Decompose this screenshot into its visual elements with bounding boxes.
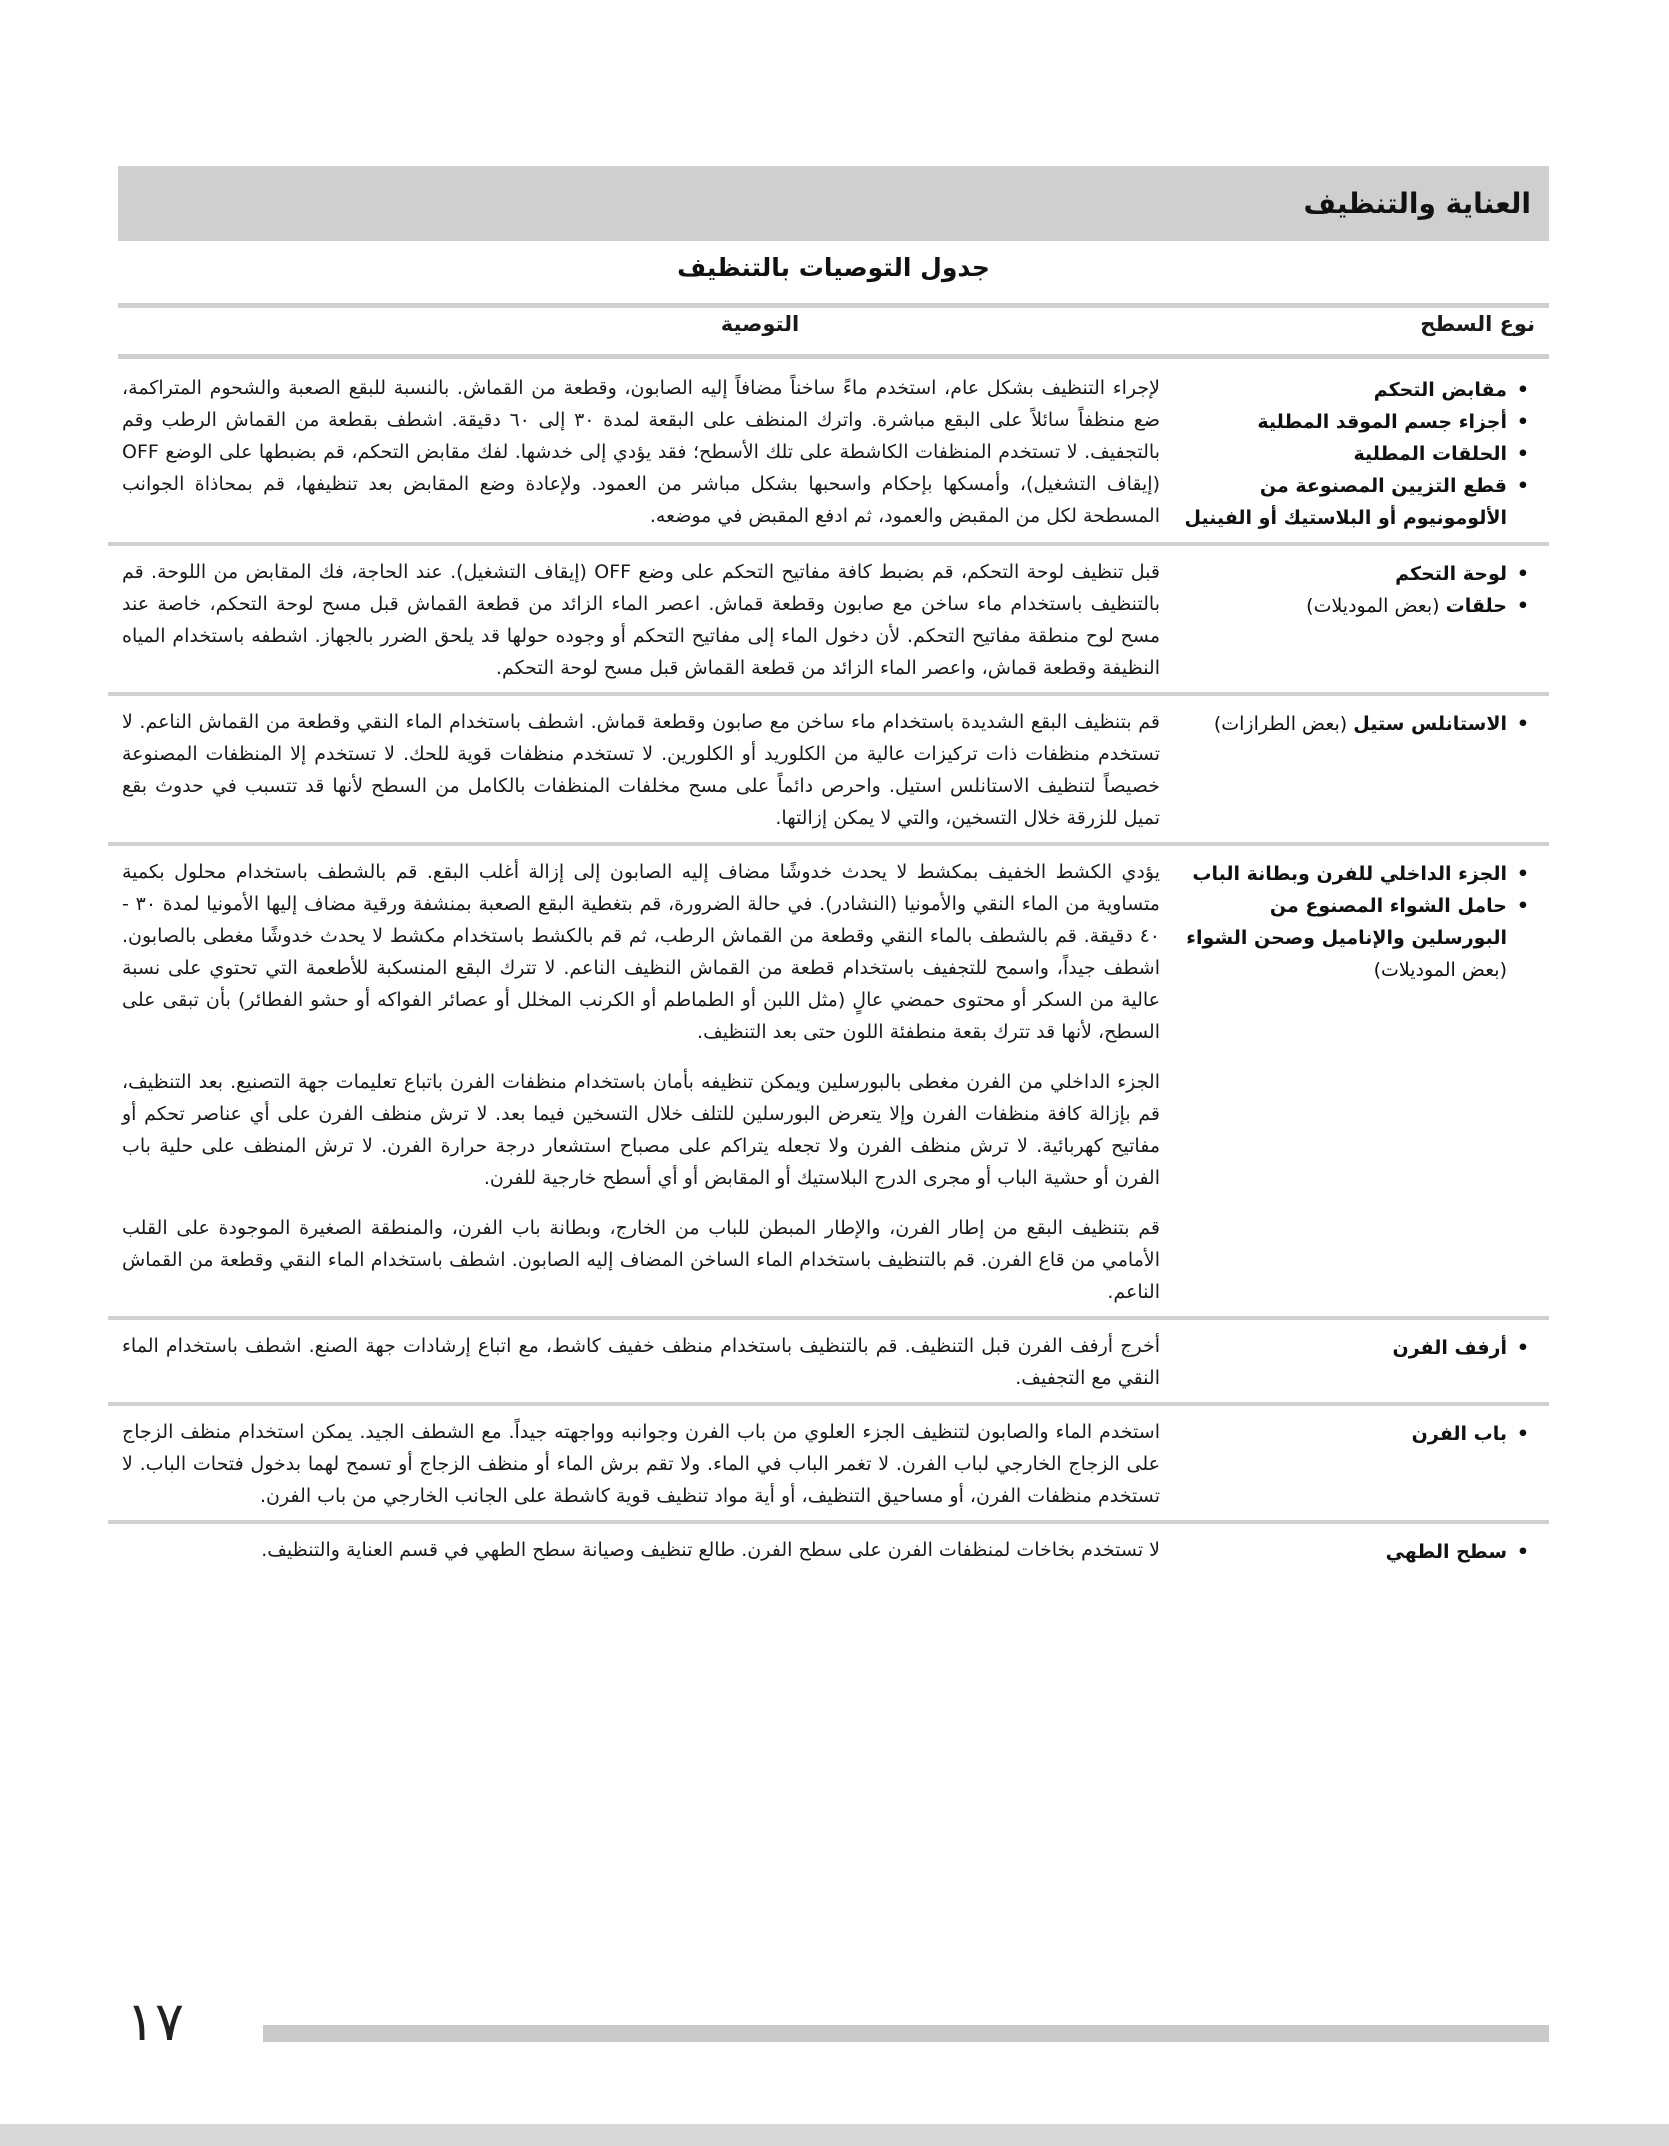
cleaning-table [108,362,1549,1576]
surface-type-item [1172,1418,1507,1450]
surface-type-cell [1164,1524,1549,1576]
surface-type-item [1172,1332,1507,1364]
recommendation-text: قم بتنظيف البقع من إطار الفرن، والإطار المبطن للباب من الخارج، وبطانة باب الفرن، والمنطقة الصغيرة الموجودة على القلب الأمامي من قاع الفرن. قم بالتنظيف باستخدام الماء الساخن المضاف إليه الصابون. اشطف باستخدام الماء النقي وقطعة من القماش الناعم. [122,1217,1160,1303]
recommendation-cell [108,696,1164,842]
page-edge [0,2124,1669,2146]
surface-type-item [1172,374,1507,406]
surface-type-item [1172,558,1507,590]
surface-type-list [1172,558,1529,622]
surface-type-item [1172,858,1507,890]
surface-type-name: أرفف الفرن [1392,1337,1507,1359]
surface-type-cell [1164,546,1549,692]
recommendation-cell [108,1406,1164,1520]
surface-type-name: الجزء الداخلي للفرن وبطانة الباب [1192,863,1507,885]
surface-type-item [1172,470,1507,534]
divider [118,303,1549,308]
recommendation-text: لا تستخدم بخاخات لمنظفات الفرن على سطح الفرن. طالع تنظيف وصيانة سطح الطهي في قسم العناية والتنظيف. [261,1539,1160,1561]
table-row [108,1524,1549,1576]
surface-type-name: حامل الشواء المصنوع من البورسلين والإناميل وصحن الشواء [1186,895,1507,949]
surface-type-item [1172,708,1507,740]
column-header-recommendation: التوصية [720,312,800,336]
surface-type-cell [1164,362,1549,542]
column-header-surface-type: نوع السطح [1420,312,1535,336]
surface-type-name: مقابض التحكم [1373,379,1507,401]
section-header [118,166,1549,241]
surface-type-item [1172,890,1507,986]
surface-type-list [1172,1418,1529,1450]
surface-type-name: أجزاء جسم الموقد المطلية [1257,411,1507,433]
surface-type-note: (بعض الطرازات) [1213,713,1354,735]
surface-type-cell [1164,846,1549,1316]
recommendation-text: لإجراء التنظيف بشكل عام، استخدم ماءً ساخناً مضافاً إليه الصابون، وقطعة من القماش. بالنسبة للبقع الصعبة والشحوم المتراكمة، ضع منظفاً سائلاً على البقع مباشرة. واترك المنظف على البقعة لمدة ٣٠ إلى ٦٠ دقيقة. اشطف بقطعة من القماش الرطب وقم بالتجفيف. لا تستخدم المنظفات الكاشطة على تلك الأسطح؛ فقد يؤدي إلى خدشها. لفك مقابض التحكم، قم بضبطها على الوضع OFF (إيقاف التشغيل)، وأمسكها بإحكام واسحبها بشكل مباشر من العمود. ولإعادة وضع المقابض بعد تنظيفها، قم بمحاذاة الجوانب المسطحة لكل من المقبض والعمود، ثم ادفع المقبض في موضعه. [122,377,1161,527]
surface-type-cell [1164,1406,1549,1520]
recommendation-text: يؤدي الكشط الخفيف بمكشط لا يحدث خدوشًا مضاف إليه الصابون إلى إزالة أغلب البقع. قم بالشطف باستخدام محلول بكمية متساوية من الماء النقي والأمونيا (النشادر). في حالة الضرورة، قم بتغطية البقع الصعبة بمنشفة ورقية مضاف إليها الأمونيا لمدة ٣٠ - ٤٠ دقيقة. قم بالشطف بالماء النقي وقطعة من القماش الرطب، ثم قم بالكشط باستخدام مكشط لا يحدث خدوشًا مغطى بالصابون. اشطف جيداً، واسمح للتجفيف باستخدام قطعة من القماش النظيف الناعم. لا تترك البقع المنسكبة للأطعمة التي تحتوي على نسبة عالية من السكر أو محتوى حمضي عالٍ (مثل اللبن أو الطماطم أو الكرنب المخلل أو عصائر الفواكه أو حشو الفطائر) بأن تبقى على السطح، لأنها قد تترك بقعة منطفئة اللون حتى بعد التنظيف. [122,861,1160,1043]
recommendation-text: استخدم الماء والصابون لتنظيف الجزء العلوي من باب الفرن وجوانبه وواجهته جيداً. مع الشطف الجيد. يمكن استخدام منظف الزجاج على الزجاج الخارجي لباب الفرن. لا تغمر الباب في الماء. ولا تقم برش الماء أو منظف الزجاج أو تسمح لهما بدخول فتحات الباب. لا تستخدم منظفات الفرن، أو مساحيق التنظيف، أو أية مواد تنظيف قوية كاشطة على الجانب الخارجي من باب الفرن. [122,1421,1160,1507]
table-row [108,546,1549,696]
recommendation-cell [108,546,1164,692]
surface-type-name: حلقات [1445,595,1507,617]
surface-type-name: قطع التزيين المصنوعة من الألومونيوم أو البلاستيك أو الفينيل [1184,475,1507,529]
recommendation-cell [108,1320,1164,1402]
surface-type-name: باب الفرن [1411,1423,1507,1445]
surface-type-item [1172,1536,1507,1568]
table-row [108,1406,1549,1524]
surface-type-list [1172,858,1529,986]
surface-type-item [1172,438,1507,470]
surface-type-cell [1164,1320,1549,1402]
recommendation-cell [108,362,1164,542]
surface-type-item [1172,590,1507,622]
recommendation-cell [108,1524,1164,1576]
surface-type-name: لوحة التحكم [1395,563,1507,585]
surface-type-note: (بعض الموديلات) [1373,959,1507,981]
surface-type-name: سطح الطهي [1385,1541,1507,1563]
table-title: جدول التوصيات بالتنظيف [677,253,990,282]
recommendation-text: قم بتنظيف البقع الشديدة باستخدام ماء ساخن مع صابون وقطعة قماش. اشطف باستخدام الماء النقي وقطعة من القماش الناعم. لا تستخدم منظفات ذات تركيزات عالية من الكلوريد أو الكلورين. لا تستخدم منظفات قوية للحك. لا تستخدم إلا المنظفات المصنوعة خصيصاً لتنظيف الاستانلس استيل. واحرص دائماً على مسح مخلفات المنظفات بالكامل من السطح لأنها قد تتسبب في حدوث بقع تميل للزرقة خلال التسخين، والتي لا يمكن إزالتها. [122,711,1160,829]
surface-type-list [1172,1332,1529,1364]
surface-type-list [1172,708,1529,740]
surface-type-item [1172,406,1507,438]
page-number: ١٧ [126,1990,185,2053]
table-row [108,846,1549,1320]
surface-type-list [1172,374,1529,534]
table-row [108,1320,1549,1406]
table-header [118,312,1549,350]
recommendation-text: أخرج أرفف الفرن قبل التنظيف. قم بالتنظيف باستخدام منظف خفيف كاشط، مع اتباع إرشادات جهة الصنع. اشطف باستخدام الماء النقي مع التجفيف. [122,1335,1160,1389]
section-title: العناية والتنظيف [1303,187,1531,220]
recommendation-cell [108,846,1164,1316]
footer-bar [263,2025,1549,2042]
divider [118,354,1549,359]
surface-type-cell [1164,696,1549,842]
surface-type-name: الاستانلس ستيل [1353,713,1507,735]
surface-type-list [1172,1536,1529,1568]
surface-type-name: الحلقات المطلية [1353,443,1507,465]
recommendation-text: قبل تنظيف لوحة التحكم، قم بضبط كافة مفاتيح التحكم على وضع OFF (إيقاف التشغيل). عند الحاجة، فك المقابض من اللوحة. قم بالتنظيف باستخدام ماء ساخن مع صابون وقطعة قماش. اعصر الماء الزائد من قطعة القماش قبل مسح لوحة التحكم، خاصة عند مسح لوح منطقة مفاتيح التحكم. لأن دخول الماء إلى مفاتيح التحكم أو وجوده حولها قد يلحق الضرر بالجهاز. اشطفه باستخدام المياه النظيفة وقطعة قماش، واعصر الماء الزائد من قطعة القماش قبل مسح لوحة التحكم. [122,561,1160,679]
table-row [108,696,1549,846]
surface-type-note: (بعض الموديلات) [1306,595,1446,617]
table-row [108,362,1549,546]
recommendation-text: الجزء الداخلي من الفرن مغطى بالبورسلين ويمكن تنظيفه بأمان باستخدام منظفات الفرن باتباع تعليمات جهة التصنيع. بعد التنظيف، قم بإزالة كافة منظفات الفرن وإلا يتعرض البورسلين للتلف خلال التسخين فيما بعد. لا ترش منظف الفرن على أي عناصر تحكم أو مفاتيح كهربائية. لا ترش منظف الفرن ولا تجعله يتراكم على مصباح استشعار درجة حرارة الفرن. لا ترش المنظف على حلية باب الفرن أو حشية الباب أو مجرى الدرج البلاستيك أو المقابض أو أي أسطح خارجية للفرن. [122,1071,1160,1189]
